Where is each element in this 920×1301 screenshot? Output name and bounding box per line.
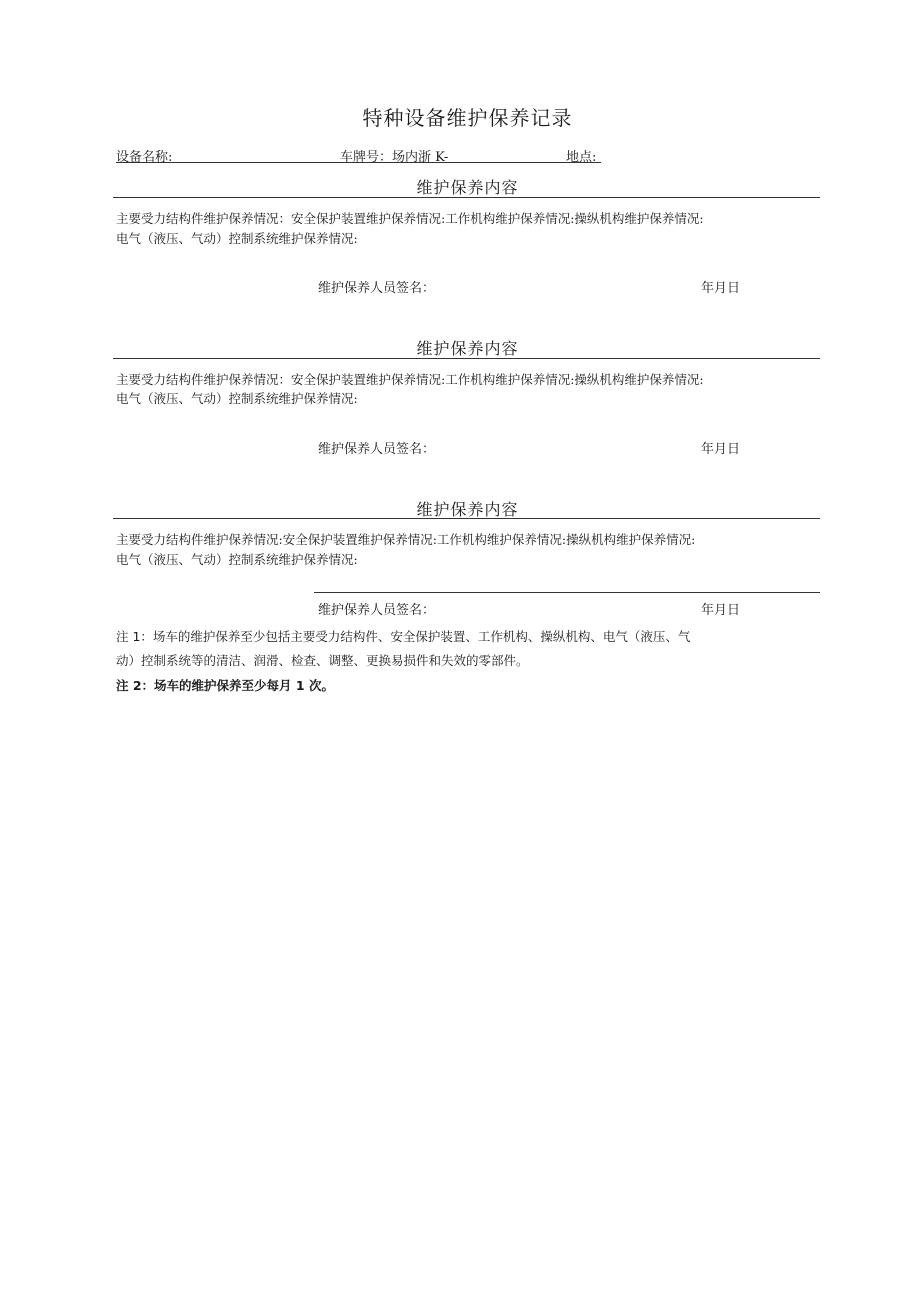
section-2-sign-label: 维护保养人员签名： xyxy=(318,442,436,457)
section-3-line-1: 主要受力结构件维护保养情况:安全保护装置维护保养情况:工作机构维护保养情况:操纵机构维护保养情况: xyxy=(116,532,696,547)
section-1-heading: 维护保养内容 xyxy=(416,178,519,197)
note-1-line-2: 动）控制系统等的清洁、润滑、检查、调整、更换易损件和失效的零部件。 xyxy=(116,653,529,668)
section-3-date-label: 年月日 xyxy=(701,603,741,618)
info-underline xyxy=(116,162,601,163)
section-3-rule xyxy=(113,518,820,519)
section-1-line-2: 电气（液压、气动）控制系统维护保养情况: xyxy=(116,231,358,246)
section-3-sign-rule xyxy=(314,592,820,593)
location-label: 地点: xyxy=(566,150,597,165)
section-1-rule xyxy=(113,197,820,198)
page-title: 特种设备维护保养记录 xyxy=(362,106,573,130)
section-1-sign-label: 维护保养人员签名： xyxy=(318,281,436,296)
section-2-rule xyxy=(113,358,820,359)
note-1-line-1: 注 1：场车的维护保养至少包括主要受力结构件、安全保护装置、工作机构、操纵机构、电气（液压、气 xyxy=(116,629,691,644)
section-2-date-label: 年月日 xyxy=(701,442,741,457)
section-3-sign-label: 维护保养人员签名： xyxy=(318,603,436,618)
section-1-date-label: 年月日 xyxy=(701,281,741,296)
note-2: 注 2：场车的维护保养至少每月 1 次。 xyxy=(116,678,334,693)
device-name-label: 设备名称: xyxy=(116,150,173,165)
section-3-heading: 维护保养内容 xyxy=(416,500,519,519)
section-3-line-2: 电气（液压、气动）控制系统维护保养情况: xyxy=(116,552,358,567)
section-2-line-2: 电气（液压、气动）控制系统维护保养情况: xyxy=(116,391,358,406)
section-1-line-1: 主要受力结构件维护保养情况：安全保护装置维护保养情况:工作机构维护保养情况:操纵机构维护保养情况: xyxy=(116,211,704,226)
section-2-line-1: 主要受力结构件维护保养情况：安全保护装置维护保养情况:工作机构维护保养情况:操纵机构维护保养情况: xyxy=(116,372,704,387)
section-2-heading: 维护保养内容 xyxy=(416,339,519,358)
plate-label: 车牌号：场内浙 K- xyxy=(340,150,449,165)
